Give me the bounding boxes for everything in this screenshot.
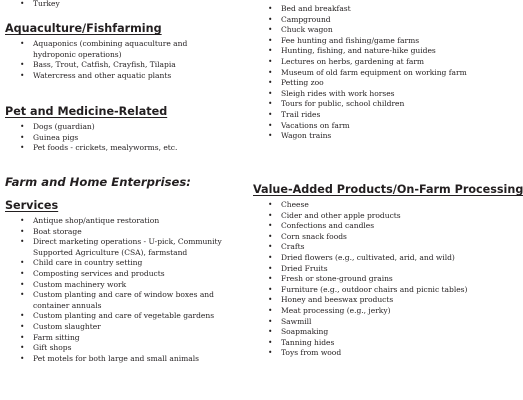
list-item: • Dried flowers (e.g., cultivated, arid, and wild) xyxy=(253,253,493,264)
list-item: • Campground xyxy=(253,15,493,26)
value-added-heading: Value-Added Products/On-Farm Processing xyxy=(253,183,523,196)
value-added-list xyxy=(253,200,493,359)
aquaculture-heading: Aquaculture/Fishfarming xyxy=(5,22,162,35)
list-item: • Fee hunting and fishing/game farms xyxy=(253,36,493,47)
list-item: • Custom slaughter xyxy=(5,322,245,333)
list-item: • Pet motels for both large and small animals xyxy=(5,354,245,365)
list-item: • Honey and beeswax products xyxy=(253,295,493,306)
list-item: • Custom planting and care of vegetable gardens xyxy=(5,311,245,322)
list-item: • Tours for public, school children xyxy=(253,99,493,110)
pet-medicine-section xyxy=(5,105,245,154)
list-item: • Museum of old farm equipment on working farm xyxy=(253,68,493,79)
list-item: • Sleigh rides with work horses xyxy=(253,89,493,100)
pet-medicine-heading: Pet and Medicine-Related xyxy=(5,105,168,118)
list-item: • Petting zoo xyxy=(253,78,493,89)
list-item: • Vacations on farm xyxy=(253,121,493,132)
list-item: • Fresh or stone-ground grains xyxy=(253,274,493,285)
list-item: • Crafts xyxy=(253,242,493,253)
list-item: • Pet foods - crickets, mealyworms, etc. xyxy=(5,143,245,154)
value-added-section xyxy=(253,183,523,359)
list-item: • Gift shops xyxy=(5,343,245,354)
list-item: • Meat processing (e.g., jerky) xyxy=(253,306,493,317)
list-item: • Composting services and products xyxy=(5,269,245,280)
list-item: • Direct marketing operations - U-pick, Community Supported Agriculture (CSA), farmstand xyxy=(5,237,245,258)
list-item: • Guinea pigs xyxy=(5,133,245,144)
recreation-list xyxy=(253,4,493,142)
list-item: • Aquaponics (combining aquaculture and hydroponic operations) xyxy=(5,39,245,60)
list-item: • Watercress and other aquatic plants xyxy=(5,71,245,82)
list-item: • Tanning hides xyxy=(253,338,493,349)
list-item: • Wagon trains xyxy=(253,131,493,142)
services-section xyxy=(5,199,245,364)
livestock-list xyxy=(5,0,245,10)
list-item: • Soapmaking xyxy=(253,327,493,338)
list-item: • Chuck wagon xyxy=(253,25,493,36)
list-item: • Cheese xyxy=(253,200,493,211)
list-item: • Furniture (e.g., outdoor chairs and picnic tables) xyxy=(253,285,493,296)
list-item: • Dogs (guardian) xyxy=(5,122,245,133)
services-heading: Services xyxy=(5,199,59,212)
list-item: • Trail rides xyxy=(253,110,493,121)
pet-medicine-list xyxy=(5,122,245,154)
aquaculture-section xyxy=(5,22,245,81)
list-item: • Custom planting and care of window boxes and container annuals xyxy=(5,290,245,311)
list-item: • Bed and breakfast xyxy=(253,4,493,15)
farm-home-enterprises-heading: Farm and Home Enterprises: xyxy=(5,175,191,189)
list-item: • Bass, Trout, Catfish, Crayfish, Tilapia xyxy=(5,60,245,71)
list-item: • Dried Fruits xyxy=(253,264,493,275)
list-item: • Confections and candles xyxy=(253,221,493,232)
list-item: • Boat storage xyxy=(5,227,245,238)
list-item: • Hunting, fishing, and nature-hike guides xyxy=(253,46,493,57)
list-item: • Corn snack foods xyxy=(253,232,493,243)
list-item: • Farm sitting xyxy=(5,333,245,344)
aquaculture-list xyxy=(5,39,245,81)
list-item: • Sawmill xyxy=(253,317,493,328)
list-item: • Lectures on herbs, gardening at farm xyxy=(253,57,493,68)
list-item: • Child care in country setting xyxy=(5,258,245,269)
services-list xyxy=(5,216,245,364)
list-item: • Toys from wood xyxy=(253,348,493,359)
list-item: • Antique shop/antique restoration xyxy=(5,216,245,227)
list-item: • Custom machinery work xyxy=(5,280,245,291)
list-item: • Turkey xyxy=(5,0,245,10)
list-item: • Cider and other apple products xyxy=(253,211,493,222)
